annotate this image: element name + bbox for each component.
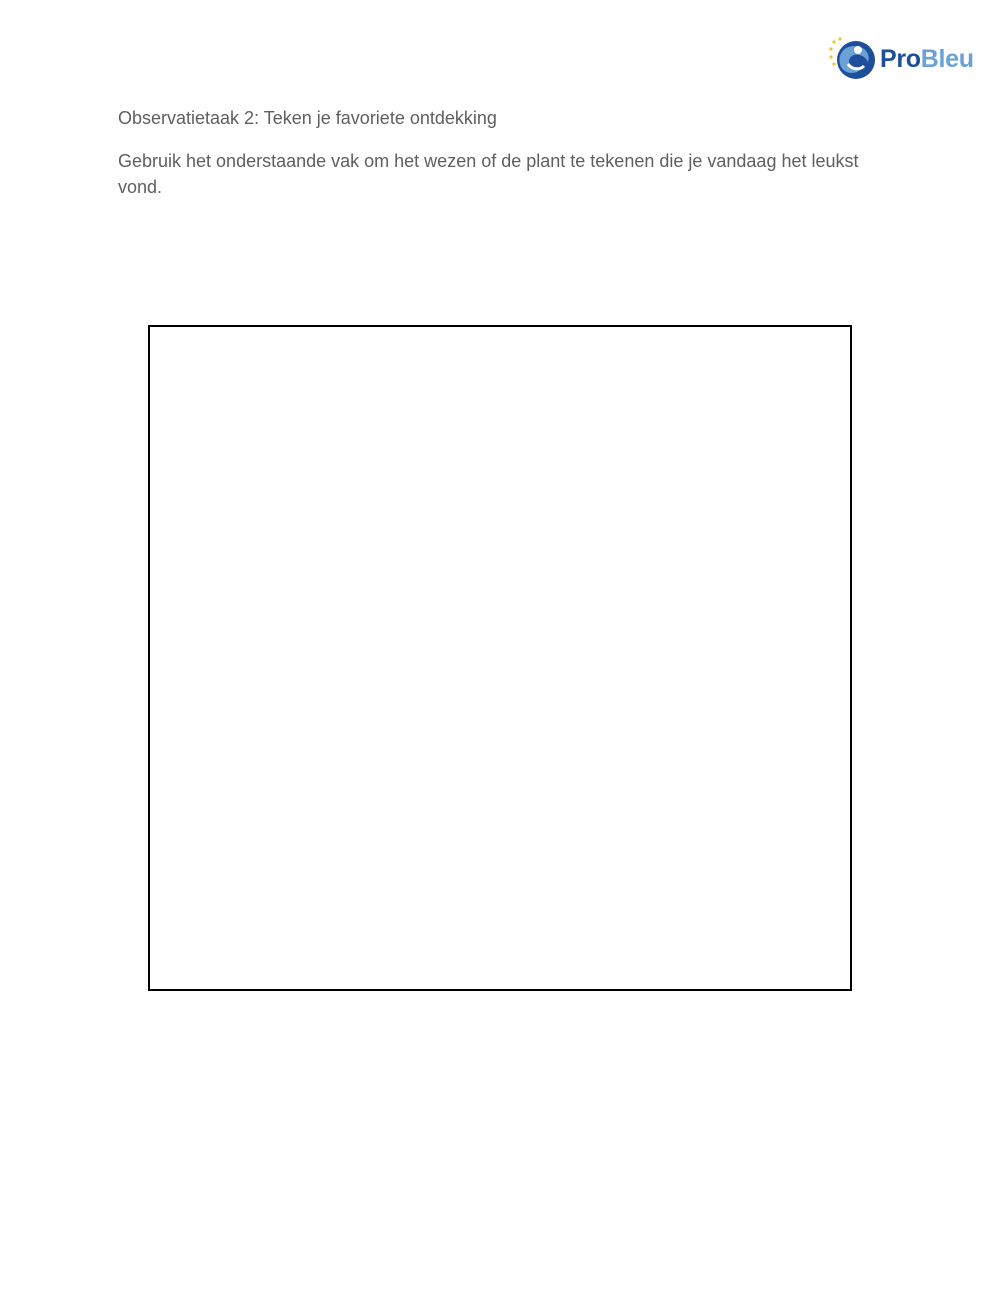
drawing-box[interactable]	[148, 325, 852, 991]
task-heading: Observatietaak 2: Teken je favoriete ontdekking	[118, 108, 497, 128]
task-instruction: Gebruik het onderstaande vak om het wezen of de plant te tekenen die je vandaag het leukst vond.	[118, 151, 859, 197]
probleu-logo-icon	[828, 36, 876, 82]
probleu-logo	[828, 36, 974, 82]
logo-text-pro: Pro	[880, 44, 921, 73]
logo-text-bleu: Bleu	[920, 44, 974, 73]
probleu-logo-text	[880, 44, 974, 73]
